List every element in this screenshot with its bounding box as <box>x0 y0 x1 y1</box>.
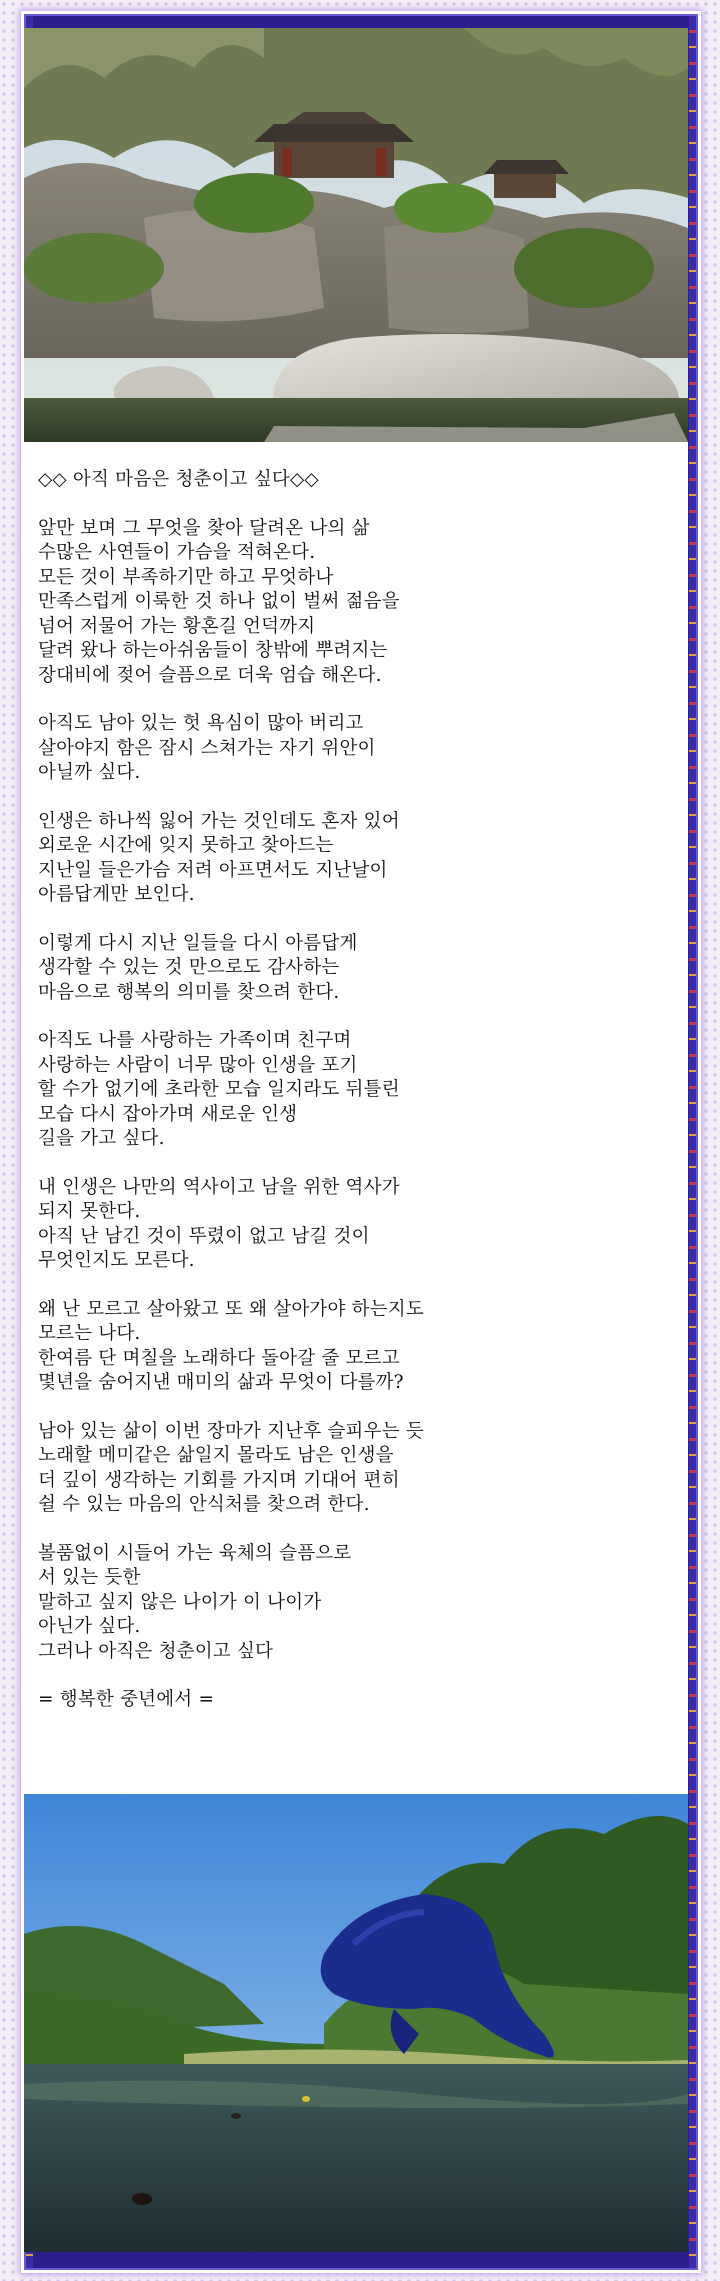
text-line: 장대비에 젖어 슬픔으로 더욱 엄습 해온다. <box>38 664 382 686</box>
text-line: 앞만 보며 그 무엇을 찾아 달려온 나의 삶 <box>38 517 370 539</box>
text-line: 왜 난 모르고 살아왔고 또 왜 살아가야 하는지도 <box>38 1298 424 1320</box>
text-line: 인생은 하나씩 잃어 가는 것인데도 혼자 있어 <box>38 810 400 832</box>
text-line: 생각할 수 있는 것 만으로도 감사하는 <box>38 957 340 978</box>
text-line: 노래할 메미같은 삶일지 몰라도 남은 인생을 <box>38 1445 394 1466</box>
text-line: 넘어 저물어 가는 황혼길 언덕까지 <box>38 615 316 637</box>
text-line: 달려 왔나 하는아쉬움들이 창밖에 뿌려지는 <box>38 640 388 661</box>
post-panel <box>24 28 688 2252</box>
paragraph-9 <box>38 1542 678 1665</box>
post-body <box>38 468 678 1713</box>
text-line: 아직도 나를 사랑하는 가족이며 친구며 <box>38 1030 352 1051</box>
paragraph-1 <box>38 517 678 689</box>
paragraph-6 <box>38 1176 678 1274</box>
text-line: 살아야지 함은 잠시 스쳐가는 자기 위안이 <box>38 737 376 759</box>
text-line: 할 수가 없기에 초라한 모습 일지라도 뒤틀린 <box>38 1079 400 1100</box>
text-line: 더 깊이 생각하는 기회를 가지며 기대어 편히 <box>38 1469 400 1491</box>
text-line: 아닐까 싶다. <box>38 762 141 783</box>
paragraph-2 <box>38 712 678 786</box>
text-line: 지난일 들은가슴 저려 아프면서도 지난날이 <box>38 859 388 881</box>
paragraph-4 <box>38 932 678 1006</box>
paragraph-5 <box>38 1029 678 1152</box>
paragraph-8 <box>38 1420 678 1518</box>
signature: = 행복한 중년에서 = <box>38 1689 215 1710</box>
text-line: 무엇인지도 모른다. <box>38 1250 195 1271</box>
text-line: 모든 것이 부족하기만 하고 무엇하나 <box>38 566 334 588</box>
text-line: 서 있는 듯한 <box>38 1567 141 1588</box>
post-title: ◇◇ 아직 마음은 청춘이고 싶다◇◇ <box>38 469 319 490</box>
text-line: 만족스럽게 이룩한 것 하나 없이 벌써 젊음을 <box>38 591 400 612</box>
text-line: 남아 있는 삶이 이번 장마가 지난후 슬피우는 듯 <box>38 1420 424 1442</box>
text-line: 되지 못한다. <box>38 1201 141 1222</box>
text-line: 몇년을 숨어지낸 매미의 삶과 무엇이 다를까? <box>38 1372 404 1393</box>
text-line: 말하고 싶지 않은 나이가 이 나이가 <box>38 1591 322 1613</box>
text-line: 마음으로 행복의 의미를 찾으려 한다. <box>38 981 340 1003</box>
text-line: 한여름 단 며칠을 노래하다 돌아갈 줄 모르고 <box>38 1347 400 1369</box>
paragraph-7 <box>38 1298 678 1396</box>
river-whale-photo <box>24 1794 688 2252</box>
text-line: 아닌가 싶다. <box>38 1616 141 1637</box>
text-line: 아직도 남아 있는 헛 욕심이 많아 버리고 <box>38 713 364 734</box>
text-line: 모습 다시 잡아가며 새로운 인생 <box>38 1103 298 1125</box>
text-line: 쉴 수 있는 마음의 안식처를 찾으려 한다. <box>38 1494 370 1515</box>
text-line: 볼품없이 시들어 가는 육체의 슬픔으로 <box>38 1542 352 1564</box>
paragraph-3 <box>38 810 678 908</box>
text-line: 모르는 나다. <box>38 1323 141 1344</box>
text-line: 사랑하는 사람이 너무 많아 인생을 포기 <box>38 1054 358 1076</box>
text-line: 그러나 아직은 청춘이고 싶다 <box>38 1640 274 1662</box>
text-line: 아름답게만 보인다. <box>38 884 195 905</box>
text-line: 내 인생은 나만의 역사이고 남을 위한 역사가 <box>38 1176 400 1198</box>
text-line: 아직 난 남긴 것이 뚜렸이 없고 남길 것이 <box>38 1225 370 1247</box>
pavilion-cliff-photo <box>24 28 688 442</box>
text-line: 이렇게 다시 지난 일들을 다시 아름답게 <box>38 932 358 954</box>
text-line: 수많은 사연들이 가슴을 적혀온다. <box>38 542 316 563</box>
text-line: 외로운 시간에 잊지 못하고 찾아드는 <box>38 835 334 856</box>
text-line: 길을 가고 싶다. <box>38 1128 165 1149</box>
